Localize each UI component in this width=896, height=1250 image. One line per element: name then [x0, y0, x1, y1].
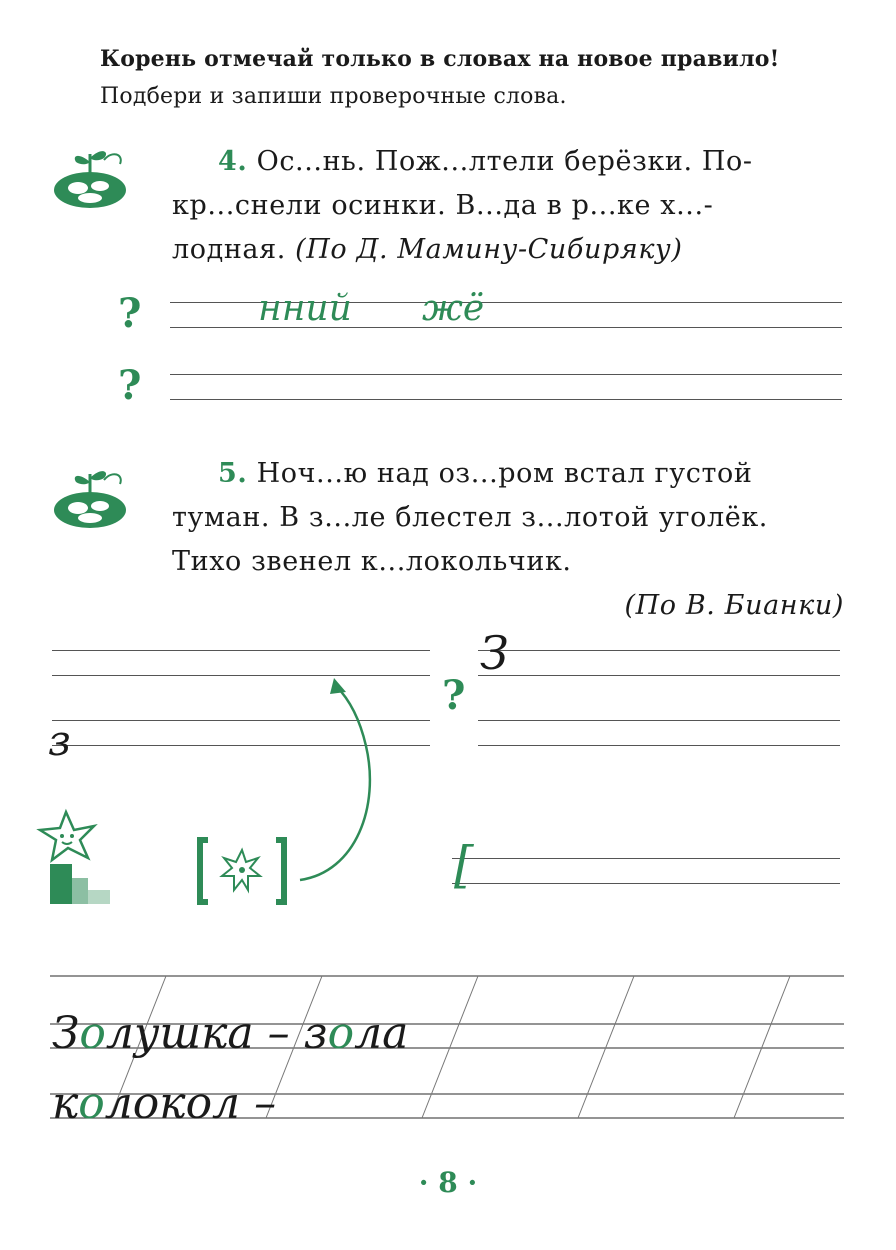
writing-line-bracket[interactable] — [452, 858, 840, 884]
question-mark-3: ? — [442, 672, 466, 719]
handwritten-bracket: [ — [454, 836, 474, 894]
writing-line-left-1[interactable] — [52, 650, 430, 676]
instruction-title: Корень отмечай только в словах на новое правило! — [100, 46, 780, 72]
exercise-4-credit: (По Д. Мамину-Сибиряку) — [295, 234, 683, 265]
exercise-4-number: 4. — [218, 146, 248, 177]
curved-arrow-icon — [296, 676, 386, 886]
exercise-5-line2: туман. В з...ле блестел з...лотой уголёк. — [172, 502, 768, 533]
handwritten-letter-left: з — [48, 716, 71, 765]
handwritten-word-1: нний — [258, 288, 352, 329]
answer-line-2[interactable] — [170, 374, 842, 400]
question-mark-2: ? — [118, 362, 142, 409]
exercise-4-line3: лодная. — [172, 234, 286, 265]
instruction-subtitle: Подбери и запиши проверочные слова. — [100, 84, 567, 109]
question-mark-1: ? — [118, 290, 142, 337]
plant-icon — [48, 140, 130, 216]
exercise-5-credit: (По В. Бианки) — [624, 590, 844, 621]
exercise-4-line1: Ос...нь. Пож...лтели берёзки. По- — [256, 146, 753, 177]
exercise-5-line1: Ноч...ю над оз...ром встал густой — [256, 458, 753, 489]
copybook-line-2: колокол – — [52, 1078, 277, 1129]
writing-line-right-2[interactable] — [478, 720, 840, 746]
exercise-5-number: 5. — [218, 458, 248, 489]
handwritten-letter-right: З — [480, 626, 509, 680]
star-pedestal-icon — [36, 808, 116, 908]
root-bracket-icon — [196, 836, 288, 906]
exercise-5-line3: Тихо звенел к...локольчик. — [172, 546, 572, 577]
exercise-5 — [172, 452, 844, 628]
copybook-line-1: Золушка – зола — [52, 1008, 409, 1059]
exercise-4-line2: кр...снели осинки. В...да в р...ке х...- — [172, 190, 714, 221]
writing-line-right-1[interactable] — [478, 650, 840, 676]
exercise-4 — [172, 140, 844, 272]
handwritten-word-2: жё — [422, 288, 485, 329]
plant-icon — [48, 460, 130, 536]
page-number: · 8 · — [418, 1166, 478, 1199]
